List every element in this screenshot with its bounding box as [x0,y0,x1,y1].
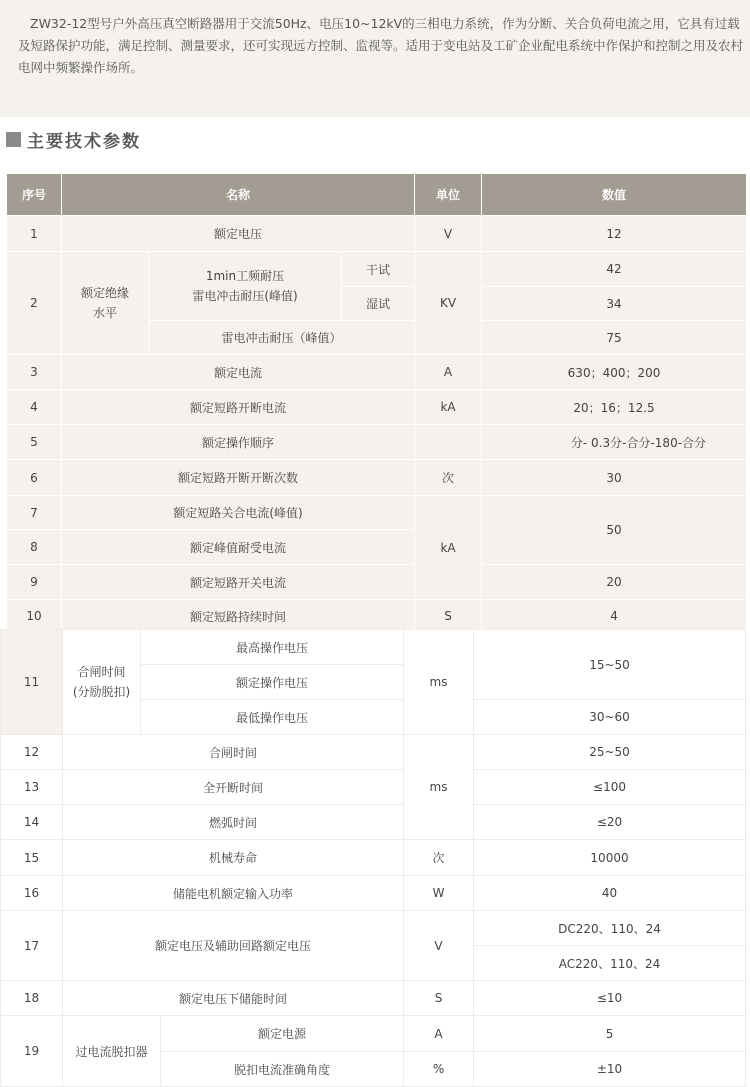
row-value: 分- 0.3分-合分-180-合分 [482,425,747,460]
row-unit: W [404,876,474,911]
row-no: 1 [7,216,62,252]
row-no: 17 [1,911,63,981]
row-value: ≤10 [474,981,746,1016]
row-subname: 最高操作电压 [141,630,404,665]
row-name: 额定短路持续时间 [62,600,415,633]
row-no: 12 [1,735,63,770]
table-row [7,496,747,530]
section-heading [6,127,141,151]
row-name: 额定电流 [62,355,415,390]
row-value: ≤20 [474,805,746,840]
row-subname: 额定电源 [161,1016,404,1052]
row-name: 储能电机额定输入功率 [63,876,404,911]
row-group-label: (分励脱扣) [72,685,131,699]
table-row [7,460,747,496]
row-value: 75 [482,321,747,355]
row-unit: KV [415,252,482,355]
row-no: 9 [7,565,62,600]
row-value: 15~50 [474,630,746,700]
row-no: 14 [1,805,63,840]
row-no: 7 [7,496,62,530]
row-name: 额定短路开断电流 [62,390,415,425]
row-value: AC220、110、24 [474,946,746,981]
row-unit: V [415,216,482,252]
row-no: 18 [1,981,63,1016]
table-row [7,216,747,252]
row-no: 16 [1,876,63,911]
row-no: 13 [1,770,63,805]
table-row [7,425,747,460]
row-unit: S [415,600,482,633]
table-row [1,1016,746,1052]
row-no: 5 [7,425,62,460]
row-group [62,252,149,355]
table-row [1,911,746,946]
table-row [1,805,746,840]
row-no: 10 [7,600,62,633]
intro-text: ZW32-12型号户外高压真空断路器用于交流50Hz、电压10~12kV的三相电力系统，作为分断、关合负荷电流之用，它具有过载及短路保护功能，满足控制、测量要求，还可实现远方控制、监视等。适用于变电站及工矿企业配电系统中作保护和控制之用及农村电网中频繁操作场所。 [18,16,744,75]
row-no: 11 [1,630,63,735]
row-group-label: 合闸时间 [77,665,126,679]
row-subname: 雷电冲击耐压（峰值） [149,321,415,355]
table-row [1,770,746,805]
row-test-type: 湿试 [342,287,415,321]
row-group [63,630,141,735]
row-name: 合闸时间 [63,735,404,770]
spec-table [6,173,746,633]
row-no: 15 [1,840,63,876]
table-header-row [7,174,747,216]
row-value: 40 [474,876,746,911]
row-name: 额定电压下储能时间 [63,981,404,1016]
table-row [1,840,746,876]
row-name: 全开断时间 [63,770,404,805]
row-unit: A [415,355,482,390]
row-subname: 额定操作电压 [141,665,404,700]
row-name: 额定操作顺序 [62,425,415,460]
row-unit: V [404,911,474,981]
row-value: 30 [482,460,747,496]
table-row [1,876,746,911]
row-no: 19 [1,1016,63,1087]
header-name: 名称 [62,174,415,216]
row-name: 燃弧时间 [63,805,404,840]
row-value: 4 [482,600,747,633]
table-row [7,252,747,287]
spec-table-part-b [0,629,746,1087]
row-unit: kA [415,496,482,600]
row-group-label: 额定绝缘水平 [81,286,130,320]
row-name: 额定短路开断开断次数 [62,460,415,496]
row-value: 20；16；12.5 [482,390,747,425]
row-no: 8 [7,530,62,565]
table-row [1,981,746,1016]
row-group: 过电流脱扣器 [63,1016,161,1087]
header-value: 数值 [482,174,747,216]
square-bullet-icon [6,132,21,147]
row-unit: 次 [404,840,474,876]
row-value: 10000 [474,840,746,876]
row-unit: ms [404,630,474,735]
header-unit: 单位 [415,174,482,216]
row-value: 50 [482,496,747,565]
row-unit: ms [404,735,474,840]
row-value: DC220、110、24 [474,911,746,946]
table-row [7,600,747,633]
table-row [7,355,747,390]
row-subname: 脱扣电流准确角度 [161,1052,404,1087]
row-value: 5 [474,1016,746,1052]
row-name: 额定电压及辅助回路额定电压 [63,911,404,981]
header-no: 序号 [7,174,62,216]
row-no: 3 [7,355,62,390]
row-subname: 雷电冲击耐压(峰值) [192,289,298,303]
row-no: 4 [7,390,62,425]
row-subname: 1min工频耐压 [205,269,285,283]
row-unit: A [404,1016,474,1052]
row-no: 2 [7,252,62,355]
row-value: 12 [482,216,747,252]
row-name: 额定短路开关电流 [62,565,415,600]
table-row [1,735,746,770]
row-value: 25~50 [474,735,746,770]
row-name: 机械寿命 [63,840,404,876]
row-unit [415,425,482,460]
section-title: 主要技术参数 [27,131,141,152]
row-name: 额定短路关合电流(峰值) [62,496,415,530]
spec-table-lower [0,629,750,1087]
spec-table-part-a [6,173,747,633]
table-row [7,390,747,425]
row-name: 额定峰值耐受电流 [62,530,415,565]
row-subnames [149,252,342,321]
row-unit: 次 [415,460,482,496]
row-test-type: 干试 [342,252,415,287]
row-value: 30~60 [474,700,746,735]
row-unit: S [404,981,474,1016]
row-value: 20 [482,565,747,600]
row-name: 额定电压 [62,216,415,252]
row-no: 6 [7,460,62,496]
row-value: ≤100 [474,770,746,805]
intro-panel [0,0,750,117]
row-unit: kA [415,390,482,425]
row-value: ±10 [474,1052,746,1087]
table-row [1,630,746,665]
row-value: 630；400；200 [482,355,747,390]
table-row [7,565,747,600]
row-unit: % [404,1052,474,1087]
row-subname: 最低操作电压 [141,700,404,735]
row-value: 34 [482,287,747,321]
row-value: 42 [482,252,747,287]
